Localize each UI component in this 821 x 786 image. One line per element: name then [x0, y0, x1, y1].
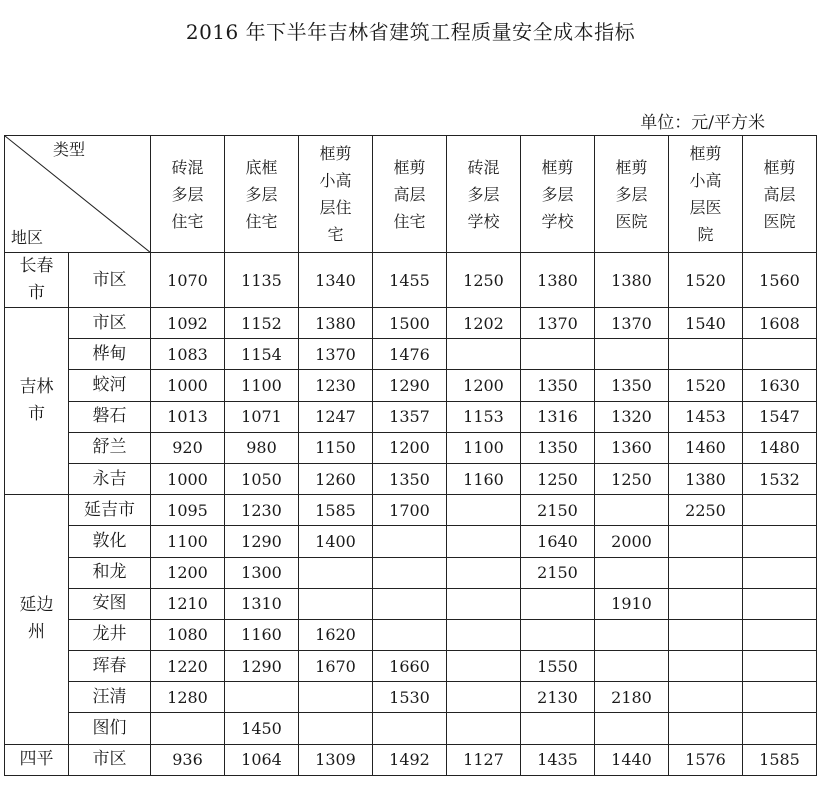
subregion-cell: 市区	[69, 253, 151, 308]
value-cell	[595, 619, 669, 650]
value-cell: 1153	[447, 401, 521, 432]
value-cell	[743, 713, 817, 744]
value-cell	[373, 713, 447, 744]
subregion-cell: 延吉市	[69, 495, 151, 526]
value-cell: 1000	[151, 370, 225, 401]
value-cell: 1100	[447, 432, 521, 463]
table-row	[5, 682, 817, 713]
table-row	[5, 495, 817, 526]
value-cell: 1202	[447, 308, 521, 339]
column-header-line: 高层	[393, 184, 426, 204]
value-cell: 1064	[225, 744, 299, 775]
column-header-line: 层医	[689, 198, 722, 217]
value-cell: 1095	[151, 495, 225, 526]
value-cell: 2000	[595, 526, 669, 557]
header-row	[5, 136, 817, 253]
table-row	[5, 401, 817, 432]
value-cell: 1160	[225, 619, 299, 650]
value-cell: 1360	[595, 432, 669, 463]
value-cell: 1000	[151, 463, 225, 494]
value-cell: 1530	[373, 682, 447, 713]
column-header-line: 学校	[467, 211, 500, 231]
table-row	[5, 713, 817, 744]
value-cell: 2150	[521, 495, 595, 526]
value-cell	[299, 557, 373, 588]
value-cell	[447, 526, 521, 557]
column-header	[595, 136, 669, 253]
value-cell: 1532	[743, 463, 817, 494]
column-header-line: 住宅	[393, 211, 426, 231]
value-cell: 1585	[299, 495, 373, 526]
value-cell: 1435	[521, 744, 595, 775]
value-cell	[669, 713, 743, 744]
value-cell: 2250	[669, 495, 743, 526]
value-cell: 1400	[299, 526, 373, 557]
value-cell: 1547	[743, 401, 817, 432]
value-cell: 1350	[595, 370, 669, 401]
value-cell	[669, 588, 743, 619]
region-name-line: 延边	[19, 595, 54, 616]
region-name-line: 市	[28, 283, 45, 303]
value-cell: 1230	[299, 370, 373, 401]
value-cell	[447, 557, 521, 588]
column-header-line: 底框	[245, 157, 278, 177]
table-row	[5, 253, 817, 308]
value-cell	[743, 495, 817, 526]
value-cell: 1210	[151, 588, 225, 619]
column-header	[521, 136, 595, 253]
value-cell: 1260	[299, 463, 373, 494]
value-cell: 1540	[669, 308, 743, 339]
unit-label: 单位：元/平方米	[640, 113, 765, 133]
value-cell: 1520	[669, 253, 743, 308]
value-cell: 1550	[521, 651, 595, 682]
value-cell: 1370	[299, 339, 373, 370]
subregion-cell: 蛟河	[69, 370, 151, 401]
value-cell: 1150	[299, 432, 373, 463]
value-cell	[669, 619, 743, 650]
value-cell: 1290	[225, 651, 299, 682]
value-cell: 1200	[373, 432, 447, 463]
value-cell: 1585	[743, 744, 817, 775]
value-cell: 1280	[151, 682, 225, 713]
region-cell	[5, 253, 69, 308]
column-header	[299, 136, 373, 253]
value-cell: 920	[151, 432, 225, 463]
value-cell	[743, 682, 817, 713]
value-cell: 1380	[669, 463, 743, 494]
value-cell	[447, 495, 521, 526]
subregion-cell: 磐石	[69, 401, 151, 432]
value-cell: 1290	[373, 370, 447, 401]
table-row	[5, 619, 817, 650]
column-header-line: 砖混	[467, 157, 500, 177]
value-cell: 1309	[299, 744, 373, 775]
column-header-line: 院	[697, 225, 714, 244]
table-row	[5, 557, 817, 588]
column-header-line: 高层	[763, 184, 796, 204]
value-cell	[299, 682, 373, 713]
value-cell: 1440	[595, 744, 669, 775]
subregion-cell: 市区	[69, 744, 151, 775]
column-header-line: 多层	[245, 184, 278, 204]
value-cell: 1152	[225, 308, 299, 339]
document-title: 2016 年下半年吉林省建筑工程质量安全成本指标	[185, 20, 636, 44]
value-cell: 1455	[373, 253, 447, 308]
column-header-line: 框剪	[393, 157, 426, 177]
column-header-line: 住宅	[171, 211, 204, 231]
value-cell: 2180	[595, 682, 669, 713]
value-cell	[595, 557, 669, 588]
value-cell	[447, 713, 521, 744]
value-cell: 1608	[743, 308, 817, 339]
value-cell: 1160	[447, 463, 521, 494]
region-name-line: 四平	[19, 749, 54, 770]
table-row	[5, 744, 817, 775]
subregion-cell: 图们	[69, 713, 151, 744]
value-cell: 1135	[225, 253, 299, 308]
column-header-line: 多层	[467, 184, 500, 204]
value-cell: 1460	[669, 432, 743, 463]
subregion-cell: 珲春	[69, 651, 151, 682]
value-cell: 1500	[373, 308, 447, 339]
value-cell: 1220	[151, 651, 225, 682]
column-header-line: 医院	[615, 211, 648, 231]
value-cell: 1310	[225, 588, 299, 619]
table-row	[5, 651, 817, 682]
value-cell: 1670	[299, 651, 373, 682]
subregion-cell: 汪清	[69, 682, 151, 713]
column-header	[447, 136, 521, 253]
value-cell	[373, 588, 447, 619]
region-cell	[5, 744, 69, 775]
value-cell	[743, 557, 817, 588]
value-cell: 1200	[151, 557, 225, 588]
value-cell: 1250	[521, 463, 595, 494]
value-cell	[447, 588, 521, 619]
value-cell: 1316	[521, 401, 595, 432]
column-header-line: 学校	[541, 211, 574, 231]
column-header-line: 砖混	[171, 157, 204, 177]
value-cell	[373, 526, 447, 557]
value-cell: 936	[151, 744, 225, 775]
value-cell	[595, 713, 669, 744]
value-cell: 1340	[299, 253, 373, 308]
column-header-line: 框剪	[763, 157, 796, 177]
value-cell	[151, 713, 225, 744]
value-cell: 2130	[521, 682, 595, 713]
column-header	[225, 136, 299, 253]
value-cell: 1380	[299, 308, 373, 339]
column-header-line: 小高	[689, 171, 722, 190]
value-cell	[373, 557, 447, 588]
column-header-line: 宅	[327, 225, 344, 244]
column-header	[151, 136, 225, 253]
column-header-line: 住宅	[245, 211, 278, 231]
table-row	[5, 432, 817, 463]
value-cell	[225, 682, 299, 713]
column-header	[743, 136, 817, 253]
table-row	[5, 370, 817, 401]
value-cell	[669, 651, 743, 682]
value-cell: 1370	[521, 308, 595, 339]
table-row	[5, 339, 817, 370]
value-cell: 1660	[373, 651, 447, 682]
value-cell	[743, 619, 817, 650]
value-cell: 1013	[151, 401, 225, 432]
value-cell: 1350	[521, 432, 595, 463]
value-cell: 1320	[595, 401, 669, 432]
type-header-label: 类型	[53, 140, 86, 159]
value-cell: 1071	[225, 401, 299, 432]
corner-header-cell	[5, 136, 151, 253]
value-cell	[521, 339, 595, 370]
column-header-line: 框剪	[541, 157, 574, 177]
value-cell: 1154	[225, 339, 299, 370]
value-cell	[447, 619, 521, 650]
subregion-cell: 和龙	[69, 557, 151, 588]
region-cell	[5, 308, 69, 495]
value-cell	[447, 651, 521, 682]
value-cell	[669, 339, 743, 370]
value-cell	[743, 339, 817, 370]
value-cell: 1620	[299, 619, 373, 650]
value-cell: 1083	[151, 339, 225, 370]
value-cell: 1300	[225, 557, 299, 588]
value-cell	[743, 588, 817, 619]
column-header-line: 框剪	[689, 144, 722, 163]
value-cell: 1700	[373, 495, 447, 526]
value-cell: 1247	[299, 401, 373, 432]
subregion-cell: 安图	[69, 588, 151, 619]
value-cell: 1492	[373, 744, 447, 775]
value-cell	[299, 588, 373, 619]
value-cell	[521, 588, 595, 619]
value-cell	[743, 526, 817, 557]
value-cell	[299, 713, 373, 744]
value-cell	[743, 651, 817, 682]
value-cell: 1250	[595, 463, 669, 494]
region-name-line: 市	[28, 404, 45, 425]
value-cell	[447, 339, 521, 370]
subregion-cell: 市区	[69, 308, 151, 339]
value-cell: 1520	[669, 370, 743, 401]
value-cell: 980	[225, 432, 299, 463]
value-cell: 1050	[225, 463, 299, 494]
value-cell: 1350	[521, 370, 595, 401]
value-cell: 1630	[743, 370, 817, 401]
value-cell: 1476	[373, 339, 447, 370]
region-header-label: 地区	[11, 228, 44, 247]
value-cell	[521, 713, 595, 744]
value-cell: 1290	[225, 526, 299, 557]
subregion-cell: 永吉	[69, 463, 151, 494]
value-cell	[595, 339, 669, 370]
region-name-line: 吉林	[19, 377, 54, 398]
table-row	[5, 526, 817, 557]
value-cell: 1200	[447, 370, 521, 401]
subregion-cell: 龙井	[69, 619, 151, 650]
column-header-line: 多层	[541, 184, 574, 204]
value-cell: 1380	[595, 253, 669, 308]
table-body	[5, 136, 817, 776]
value-cell: 1560	[743, 253, 817, 308]
subregion-cell: 桦甸	[69, 339, 151, 370]
value-cell	[447, 682, 521, 713]
value-cell: 1640	[521, 526, 595, 557]
value-cell: 1100	[225, 370, 299, 401]
column-header-line: 医院	[763, 211, 796, 231]
region-cell	[5, 495, 69, 745]
column-header-line: 层住	[319, 198, 352, 217]
table-row	[5, 463, 817, 494]
column-header-line: 框剪	[615, 157, 648, 177]
column-header-line: 框剪	[319, 144, 352, 163]
value-cell: 1450	[225, 713, 299, 744]
value-cell: 1230	[225, 495, 299, 526]
column-header	[373, 136, 447, 253]
value-cell	[669, 526, 743, 557]
value-cell: 1453	[669, 401, 743, 432]
value-cell: 1250	[447, 253, 521, 308]
subregion-cell: 舒兰	[69, 432, 151, 463]
value-cell: 1080	[151, 619, 225, 650]
value-cell: 1100	[151, 526, 225, 557]
region-name-line: 州	[28, 622, 45, 643]
table-row	[5, 308, 817, 339]
value-cell: 1350	[373, 463, 447, 494]
value-cell: 1480	[743, 432, 817, 463]
column-header-line: 小高	[319, 171, 352, 190]
value-cell	[595, 495, 669, 526]
value-cell: 1092	[151, 308, 225, 339]
cost-index-table	[4, 135, 817, 776]
column-header-line: 多层	[615, 184, 648, 204]
table-row	[5, 588, 817, 619]
value-cell	[669, 557, 743, 588]
value-cell: 1910	[595, 588, 669, 619]
value-cell: 1070	[151, 253, 225, 308]
value-cell	[521, 619, 595, 650]
value-cell: 1576	[669, 744, 743, 775]
column-header	[669, 136, 743, 253]
subregion-cell: 敦化	[69, 526, 151, 557]
column-header-line: 多层	[171, 184, 204, 204]
value-cell: 1380	[521, 253, 595, 308]
region-name-line: 长春	[19, 256, 54, 276]
value-cell: 1357	[373, 401, 447, 432]
value-cell	[373, 619, 447, 650]
value-cell: 1127	[447, 744, 521, 775]
value-cell: 2150	[521, 557, 595, 588]
value-cell	[669, 682, 743, 713]
value-cell	[595, 651, 669, 682]
value-cell: 1370	[595, 308, 669, 339]
